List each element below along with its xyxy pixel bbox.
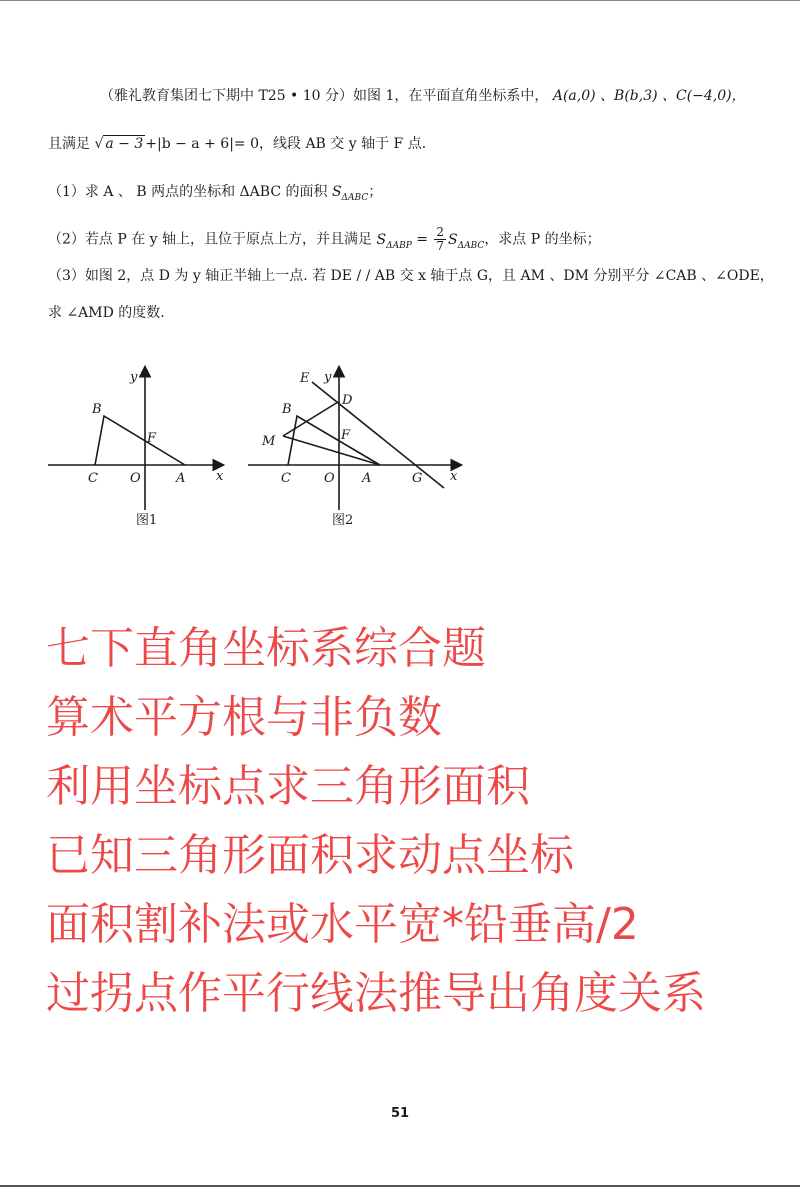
fig2-label-c: C	[281, 471, 291, 486]
question-1-text: （1）求 A 、 B 两点的坐标和 ΔABC 的面积	[48, 184, 328, 200]
fig1-label-o: O	[130, 471, 141, 486]
area-symbol-abc: $S_{\Delta ABC}$	[331, 184, 369, 203]
page-number: 51	[390, 1106, 410, 1121]
fraction	[434, 226, 446, 253]
area-symbol-abc-2: $S_{\Delta ABC}$	[448, 231, 485, 251]
summary-block	[46, 614, 706, 1028]
summary-line-2: 算术平方根与非负数	[46, 692, 442, 743]
fig2-label-d: D	[342, 393, 353, 408]
problem-points: A(a,0) 、B(b,3) 、C(−4,0)，	[552, 88, 746, 104]
figure-2	[248, 368, 460, 510]
question-3-line-1: （3）如图 2，点 D 为 y 轴正半轴上一点. 若 DE / / AB 交 x 轴于点 G，且 AM 、DM 分别平分 ∠CAB 、∠ODE，	[48, 268, 774, 284]
fig1-label-c: C	[88, 471, 98, 486]
summary-line-1: 七下直角坐标系综合题	[46, 623, 486, 674]
question-3-line-2: 求 ∠AMD 的度数.	[48, 305, 165, 321]
figure-1	[48, 368, 222, 510]
summary-line-3: 利用坐标点求三角形面积	[46, 761, 530, 812]
fig2-line-am	[283, 436, 380, 465]
problem-header-text: （雅礼教育集团七下期中 T25 • 10 分）如图 1，在平面直角坐标系中，	[100, 88, 549, 104]
fig2-triangle	[288, 416, 380, 465]
fig2-label-b: B	[282, 402, 292, 417]
summary-line-5: 面积割补法或水平宽*铅垂高/2	[46, 899, 639, 950]
question-2: （2）若点 P 在 y 轴上，且位于原点上方，并且满足 $S_{\Delta ABP}$ = $\frac{2}{7}$ $S_{\Delta ABC}$，求点 P 的坐标；	[48, 225, 601, 253]
fig1-label-y: y	[130, 370, 138, 385]
fig2-label-y: y	[324, 370, 332, 385]
fig1-label-a: A	[176, 471, 186, 486]
question-2-prefix: （2）若点 P 在 y 轴上，且位于原点上方，并且满足	[48, 231, 373, 248]
fig1-label-x: x	[216, 469, 224, 484]
fig2-label-e: E	[300, 371, 310, 386]
fig2-label-x: x	[450, 469, 458, 484]
fig2-label-a: A	[362, 471, 372, 486]
condition-rest: +|b − a + 6|= 0，线段 AB 交 y 轴于 F 点.	[145, 136, 427, 152]
sqrt-content: a − 3	[105, 136, 144, 152]
question-2-suffix: ，求点 P 的坐标；	[484, 231, 601, 248]
fig2-label-m: M	[262, 434, 276, 449]
fig2-label-o: O	[324, 471, 335, 486]
fig2-label-g: G	[412, 471, 423, 486]
summary-line-4: 已知三角形面积求动点坐标	[46, 830, 574, 881]
problem-condition	[48, 134, 426, 154]
summary-line-6: 过拐点作平行线法推导出角度关系	[46, 968, 706, 1019]
fig1-caption: 图1	[136, 513, 158, 528]
fig2-label-f: F	[341, 428, 351, 443]
condition-prefix: 且满足	[48, 136, 90, 152]
fraction-numerator: 2	[436, 225, 445, 239]
fig2-caption: 图2	[332, 513, 354, 528]
sqrt-symbol: √	[94, 136, 104, 152]
problem-header	[100, 86, 746, 106]
area-symbol-abp: $S_{\Delta ABP}$	[376, 231, 412, 251]
fraction-denominator: 7	[436, 239, 445, 253]
question-1-end: ；	[368, 184, 383, 200]
fig1-label-f: F	[147, 431, 157, 446]
question-1	[48, 182, 382, 208]
fig1-triangle	[95, 416, 185, 465]
figures	[40, 360, 480, 530]
figure-1-labels	[88, 370, 224, 528]
fig1-label-b: B	[92, 402, 102, 417]
